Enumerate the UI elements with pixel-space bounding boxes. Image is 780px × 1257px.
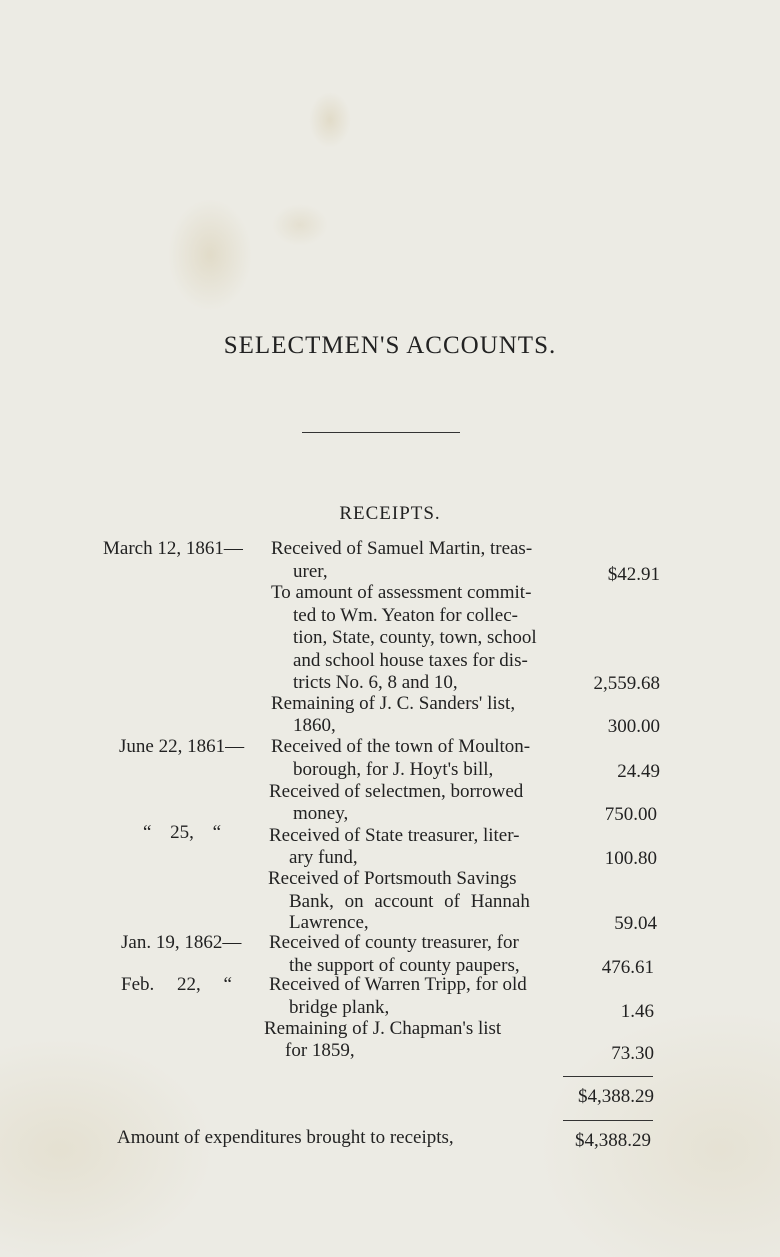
entry-line: Received of State treasurer, liter- [269,825,520,846]
entry-amount: 300.00 [607,716,660,737]
entry-line: Remaining of J. Chapman's list [264,1018,502,1039]
summary-label: Amount of expenditures brought to receipts, [117,1127,454,1148]
entry-amount: 1.46 [620,1001,654,1022]
entry-line: 1860, [293,715,336,736]
entry-line: To amount of assessment commit- [271,582,532,603]
entry-line: borough, for J. Hoyt's bill, [293,759,494,780]
entry-line: ary fund, [289,847,358,868]
title-divider [302,432,460,433]
entry-line: Received of Portsmouth Savings [268,868,517,889]
total-rule [563,1076,653,1077]
page-title: SELECTMEN'S ACCOUNTS. [223,332,557,359]
entry-date: June 22, 1861— [119,736,245,757]
summary-rule [563,1120,653,1121]
entry-line: ted to Wm. Yeaton for collec- [293,605,518,626]
total-amount: $4,388.29 [578,1086,654,1107]
entry-line: Received of county treasurer, for [269,932,519,953]
entry-date: Jan. 19, 1862— [121,932,242,953]
entry-line: bridge plank, [289,997,390,1018]
entry-line: urer, [293,561,328,582]
entry-amount: 750.00 [604,804,657,825]
entry-amount: 476.61 [601,957,654,978]
entry-amount: 73.30 [611,1043,654,1064]
entry-amount: 24.49 [617,761,660,782]
entry-date: “ 25, “ [143,822,222,843]
entry-line: tion, State, county, town, school [293,627,537,648]
entry-line: Received of Warren Tripp, for old [269,974,527,995]
entry-line: tricts No. 6, 8 and 10, [293,672,458,693]
entry-line: Received of selectmen, borrowed [269,781,524,802]
entry-amount: 59.04 [614,913,657,934]
section-heading: RECEIPTS. [339,503,441,524]
entry-date: March 12, 1861— [103,538,243,559]
entry-line: money, [293,803,349,824]
entry-line: Received of Samuel Martin, treas- [271,538,533,559]
entry-line: Lawrence, [289,912,369,933]
entry-line: for 1859, [285,1040,355,1061]
entry-line: Received of the town of Moulton- [271,736,531,757]
entry-amount: 2,559.68 [593,673,660,694]
entry-line: Remaining of J. C. Sanders' list, [271,693,516,714]
entry-amount: $42.91 [607,564,660,585]
summary-amount: $4,388.29 [575,1130,651,1151]
entry-line: the support of county paupers, [289,955,520,976]
entry-amount: 100.80 [604,848,657,869]
entry-line: and school house taxes for dis- [293,650,528,671]
entry-line: Bank, on account of Hannah [289,891,530,912]
entry-date: Feb. 22, “ [121,974,232,995]
